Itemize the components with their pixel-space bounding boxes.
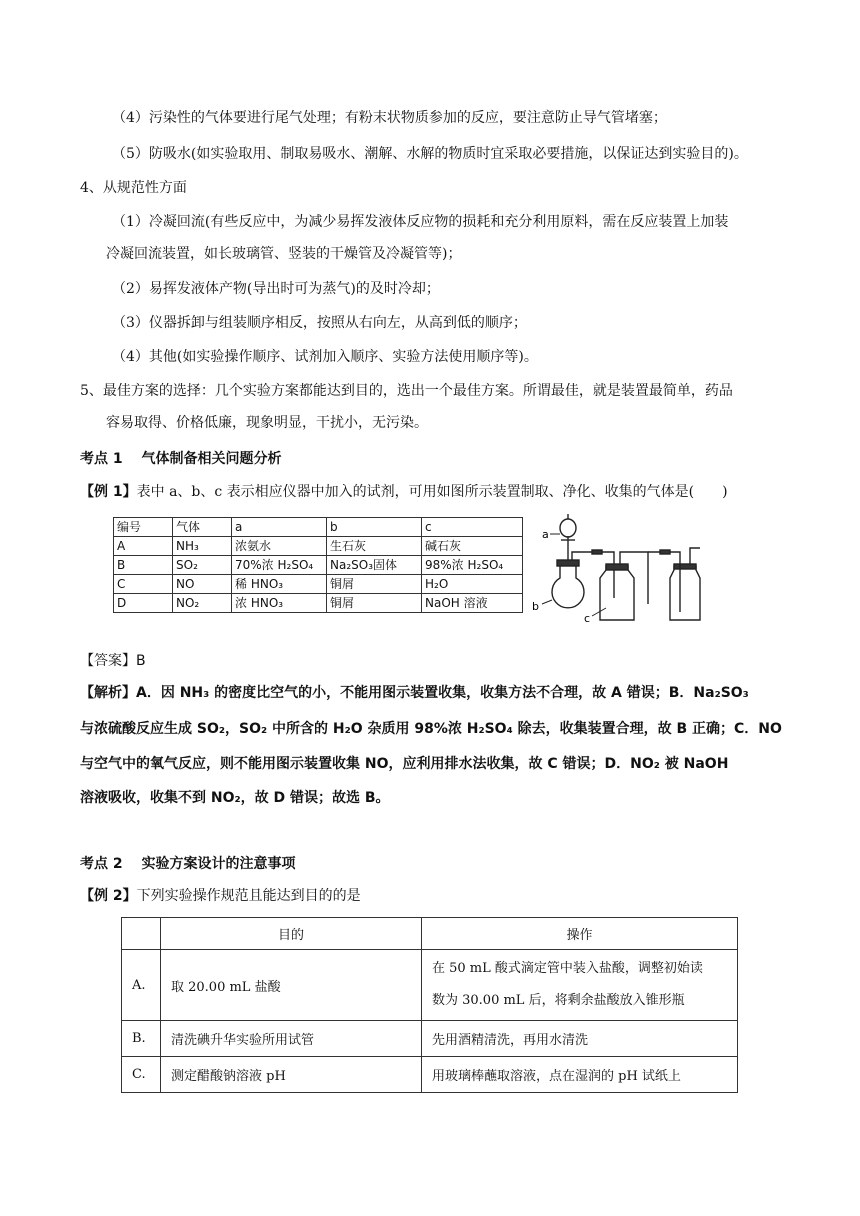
- table-cell: 用玻璃棒蘸取溶液，点在湿润的 pH 试纸上: [422, 1057, 738, 1093]
- table-cell: 铜屑: [327, 594, 422, 613]
- label-c: c: [584, 612, 591, 625]
- table-cell: NH₃: [173, 537, 232, 556]
- table-cell: Na₂SO₃固体: [327, 556, 422, 575]
- table-cell: 清洗碘升华实验所用试管: [161, 1021, 422, 1057]
- table-header-cell: 气体: [173, 518, 232, 537]
- text-line: 容易取得、价格低廉，现象明显，干扰小，无污染。: [106, 415, 428, 431]
- table-cell: 碱石灰: [422, 537, 523, 556]
- table-cell: B: [114, 556, 173, 575]
- text-line: （4）污染性的气体要进行尾气处理；有粉末状物质参加的反应，要注意防止导气管堵塞；: [112, 110, 667, 126]
- text-line: 冷凝回流装置，如长玻璃管、竖装的干燥管及冷凝管等)；: [106, 246, 462, 262]
- label-b: b: [532, 600, 539, 613]
- answer: 【答案】B: [80, 653, 146, 669]
- question-text: 下列实验操作规范且能达到目的的是: [136, 888, 361, 904]
- label-a: a: [542, 528, 549, 541]
- table-cell: [422, 950, 738, 1021]
- table-cell: 生石灰: [327, 537, 422, 556]
- table-header-cell: 编号: [114, 518, 173, 537]
- table-cell: 70%浓 H₂SO₄: [232, 556, 327, 575]
- table-cell: NO: [173, 575, 232, 594]
- analysis-line: 【解析】A．因 NH₃ 的密度比空气的小，不能用图示装置收集，收集方法不合理，故 A 错误；B．Na₂SO₃: [80, 685, 749, 701]
- analysis-line: 溶液吸收，收集不到 NO₂，故 D 错误；故选 B。: [80, 790, 390, 806]
- text-line: （1）冷凝回流(有些反应中，为减少易挥发液体反应物的损耗和充分利用原料，需在反应装置上加装: [112, 214, 729, 230]
- section-heading: 考点 2 实验方案设计的注意事项: [80, 856, 296, 872]
- section-heading: 考点 1 气体制备相关问题分析: [80, 451, 282, 467]
- table-cell-line: 在 50 mL 酸式滴定管中装入盐酸，调整初始读: [432, 961, 703, 976]
- table-header-cell: b: [327, 518, 422, 537]
- operation-table: [121, 917, 738, 1093]
- text-line: 4、从规范性方面: [80, 180, 187, 196]
- table-cell: 浓 HNO₃: [232, 594, 327, 613]
- table-cell: 浓氨水: [232, 537, 327, 556]
- table-header-cell: c: [422, 518, 523, 537]
- reagent-table: [113, 517, 523, 613]
- table-header-cell: 操作: [422, 918, 738, 950]
- analysis-line: 与浓硫酸反应生成 SO₂，SO₂ 中所含的 H₂O 杂质用 98%浓 H₂SO₄ 除去，收集装置合理，故 B 正确；C．NO: [80, 721, 782, 737]
- table-cell: 测定醋酸钠溶液 pH: [161, 1057, 422, 1093]
- table-cell: NO₂: [173, 594, 232, 613]
- table-cell: H₂O: [422, 575, 523, 594]
- table-header-cell: [122, 918, 161, 950]
- table-header-cell: 目的: [161, 918, 422, 950]
- text-line: 5、最佳方案的选择：几个实验方案都能达到目的，选出一个最佳方案。所谓最佳，就是装置最简单，药品: [80, 383, 733, 399]
- example-tag: 【例 1】: [80, 484, 137, 500]
- table-cell: 稀 HNO₃: [232, 575, 327, 594]
- table-cell: D: [114, 594, 173, 613]
- table-cell-line: 数为 30.00 mL 后，将剩余盐酸放入锥形瓶: [432, 993, 685, 1008]
- gas-apparatus-diagram: [530, 508, 730, 628]
- table-cell: 先用酒精清洗，再用水清洗: [422, 1021, 738, 1057]
- analysis-line: 与空气中的氧气反应，则不能用图示装置收集 NO，应利用排水法收集，故 C 错误；D．NO₂ 被 NaOH: [80, 756, 729, 772]
- example-question: [80, 886, 361, 906]
- table-cell: SO₂: [173, 556, 232, 575]
- example-tag: 【例 2】: [80, 888, 137, 904]
- question-text: 表中 a、b、c 表示相应仪器中加入的试剂，可用如图所示装置制取、净化、收集的气体是( ): [136, 484, 728, 500]
- text-line: （5）防吸水(如实验取用、制取易吸水、潮解、水解的物质时宜采取必要措施，以保证达到实验目的)。: [112, 146, 748, 162]
- table-cell: C.: [122, 1057, 161, 1093]
- table-cell: A.: [122, 950, 161, 1021]
- text-line: （3）仪器拆卸与组装顺序相反，按照从右向左，从高到低的顺序；: [112, 315, 527, 331]
- table-cell: NaOH 溶液: [422, 594, 523, 613]
- text-line: （4）其他(如实验操作顺序、试剂加入顺序、实验方法使用顺序等)。: [112, 349, 538, 365]
- text-line: （2）易挥发液体产物(导出时可为蒸气)的及时冷却；: [112, 281, 440, 297]
- table-cell: B.: [122, 1021, 161, 1057]
- example-question: [80, 482, 728, 502]
- table-cell: 铜屑: [327, 575, 422, 594]
- table-cell: 98%浓 H₂SO₄: [422, 556, 523, 575]
- table-cell: A: [114, 537, 173, 556]
- table-cell: 取 20.00 mL 盐酸: [161, 950, 422, 1021]
- table-cell: C: [114, 575, 173, 594]
- table-header-cell: a: [232, 518, 327, 537]
